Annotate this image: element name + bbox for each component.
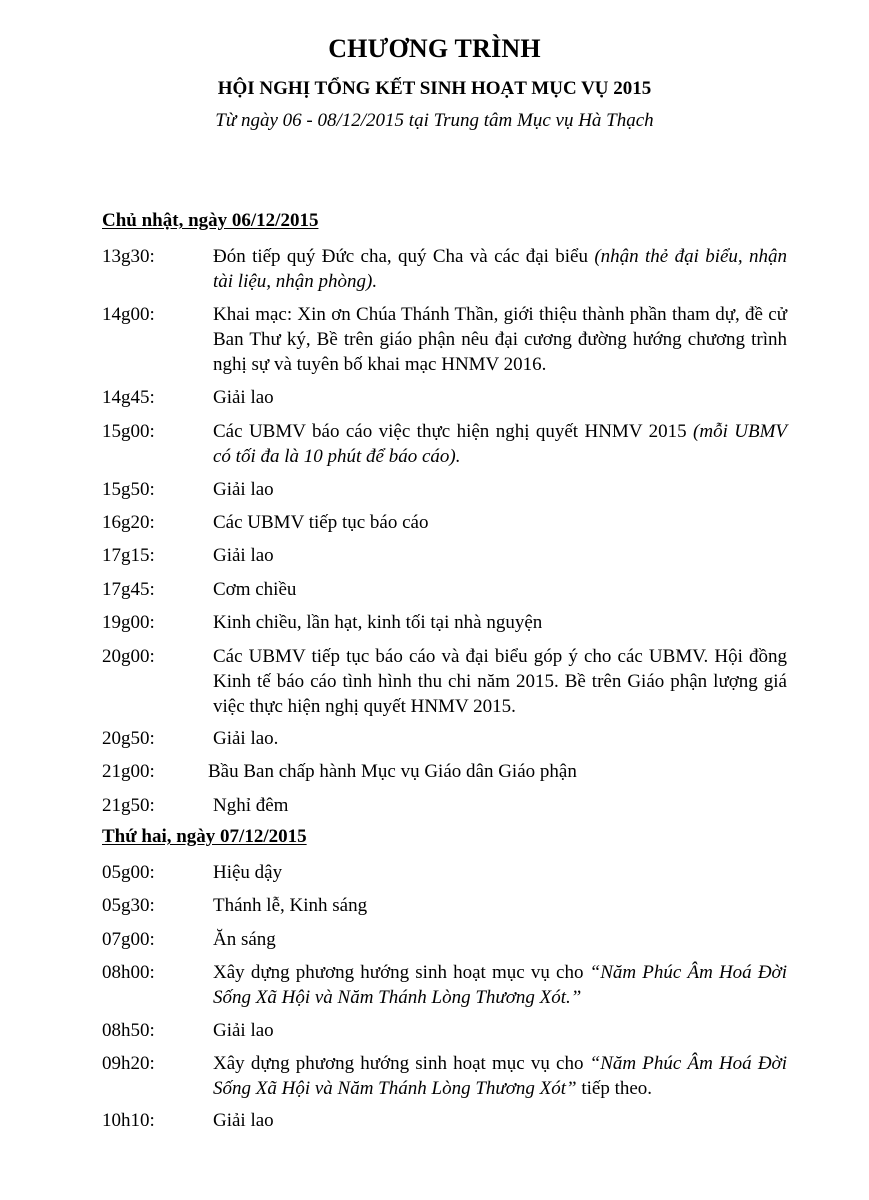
schedule-time: 10h10: (102, 1110, 155, 1131)
schedule-time: 21g50: (102, 795, 155, 816)
schedule-description: Cơm chiều (213, 579, 297, 600)
schedule-time: 15g00: (102, 421, 155, 442)
schedule-description: Khai mạc: Xin ơn Chúa Thánh Thần, giới thiệu thành phần tham dự, đề cử Ban Thư ký, Bề trên giáo phận nêu đại cương đường hướng chương trình nghị sự và tuyên bố khai mạc HNMV 2016. (213, 304, 787, 375)
schedule-description: Giải lao (213, 479, 274, 500)
schedule-description: Thánh lễ, Kinh sáng (213, 895, 368, 916)
schedule-description: Giải lao (213, 1110, 274, 1131)
schedule-description: Bầu Ban chấp hành Mục vụ Giáo dân Giáo phận (208, 761, 577, 782)
schedule-time: 20g50: (102, 728, 155, 749)
schedule-time: 09h20: (102, 1053, 155, 1074)
document-title: CHƯƠNG TRÌNH (328, 34, 541, 63)
schedule-description: Giải lao (213, 1020, 274, 1041)
schedule-time: 05g00: (102, 862, 155, 883)
schedule-description: Giải lao. (213, 728, 279, 749)
schedule-description: Hiệu dậy (213, 862, 283, 883)
document-dateline: Từ ngày 06 - 08/12/2015 tại Trung tâm Mục vụ Hà Thạch (215, 110, 654, 131)
schedule-time: 17g45: (102, 579, 155, 600)
schedule-description: Xây dựng phương hướng sinh hoạt mục vụ cho “Năm Phúc Âm Hoá Đời Sống Xã Hội và Năm Thánh Lòng Thương Xót.” (213, 962, 787, 1008)
schedule-description: Giải lao (213, 387, 274, 408)
schedule-time: 08h50: (102, 1020, 155, 1041)
schedule-time: 17g15: (102, 545, 155, 566)
schedule-time: 14g00: (102, 304, 155, 325)
day-heading-sunday: Chủ nhật, ngày 06/12/2015 (102, 210, 319, 231)
schedule-description: Kinh chiều, lần hạt, kinh tối tại nhà nguyện (213, 612, 543, 633)
schedule-time: 14g45: (102, 387, 155, 408)
schedule-time: 15g50: (102, 479, 155, 500)
schedule-description: Ăn sáng (213, 929, 276, 950)
schedule-description: Giải lao (213, 545, 274, 566)
schedule-time: 05g30: (102, 895, 155, 916)
schedule-time: 08h00: (102, 962, 155, 983)
schedule-description: Đón tiếp quý Đức cha, quý Cha và các đại biểu (nhận thẻ đại biểu, nhận tài liệu, nhận phòng). (213, 246, 788, 292)
schedule-description: Các UBMV tiếp tục báo cáo (213, 512, 429, 533)
day-heading-monday: Thứ hai, ngày 07/12/2015 (102, 826, 307, 847)
schedule-time: 21g00: (102, 761, 155, 782)
schedule-description: Nghỉ đêm (213, 795, 289, 816)
schedule-time: 19g00: (102, 612, 155, 633)
document-subtitle: HỘI NGHỊ TỔNG KẾT SINH HOẠT MỤC VỤ 2015 (217, 78, 652, 99)
schedule-time: 20g00: (102, 646, 155, 667)
schedule-description: Xây dựng phương hướng sinh hoạt mục vụ cho “Năm Phúc Âm Hoá Đời Sống Xã Hội và Năm Thánh Lòng Thương Xót” tiếp theo. (213, 1053, 787, 1099)
schedule-time: 16g20: (102, 512, 155, 533)
schedule-time: 13g30: (102, 246, 155, 267)
schedule-description: Các UBMV báo cáo việc thực hiện nghị quyết HNMV 2015 (mỗi UBMV có tối đa là 10 phút để báo cáo). (213, 421, 788, 467)
schedule-description: Các UBMV tiếp tục báo cáo và đại biểu góp ý cho các UBMV. Hội đồng Kinh tế báo cáo tình hình thu chi năm 2015. Bề trên Giáo phận lượng giá việc thực hiện nghị quyết HNMV 2015. (213, 646, 787, 717)
schedule-time: 07g00: (102, 929, 155, 950)
